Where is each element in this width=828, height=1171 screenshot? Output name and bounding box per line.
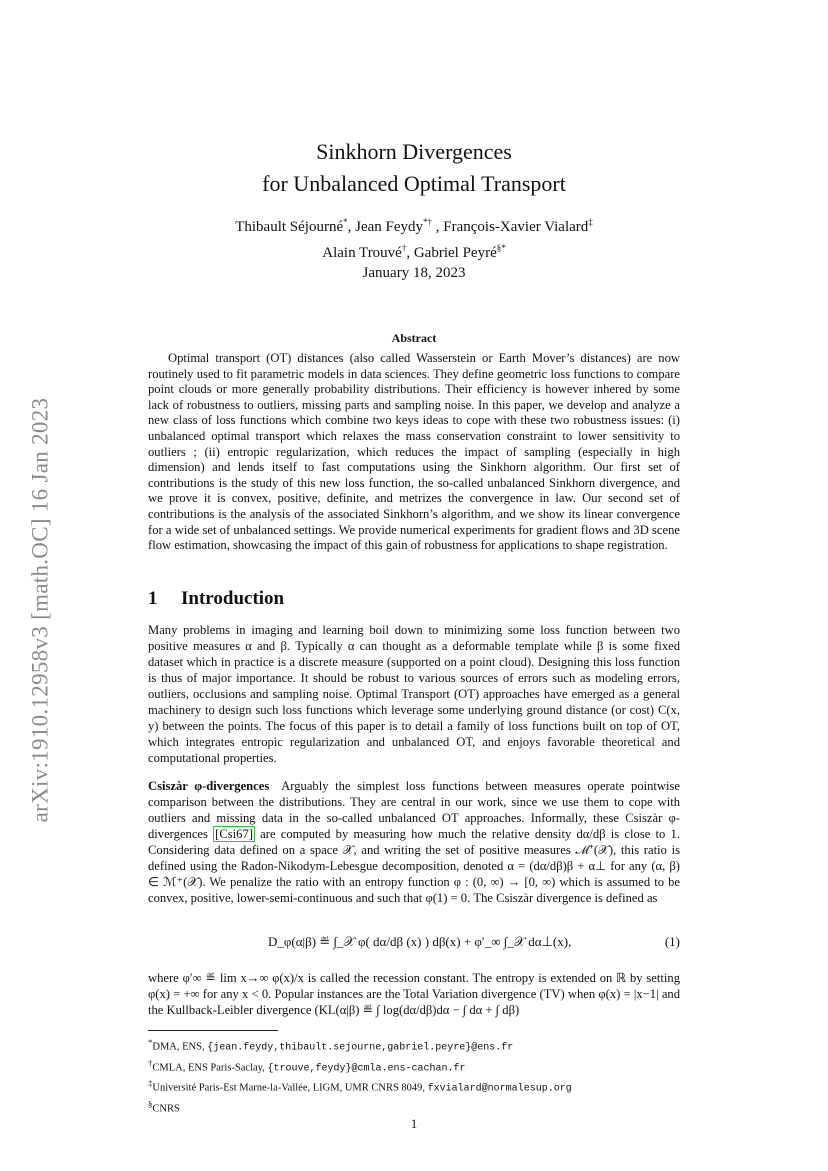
section-heading [148,588,284,610]
footnote-mark: ‡ [148,1078,153,1089]
title-line-1: Sinkhorn Divergences [316,139,512,164]
author-affiliation-mark: † [401,243,407,253]
abstract-body [148,351,680,554]
section-title: Introduction [181,588,285,609]
abstract-heading: Abstract [391,331,437,345]
arxiv-side-stamp [16,350,64,870]
paper-date: January 18, 2023 [362,265,466,281]
title-line-2: for Unbalanced Optimal Transport [262,171,566,196]
footnote-text: Université Paris-Est Marne-la-Vallée, LIGM, UMR CNRS 8049, [152,1082,428,1094]
footnote-text: DMA, ENS, [152,1041,208,1053]
equation-number: (1) [664,934,680,949]
paragraph-text: where φ′∞ ≝ lim x→∞ φ(x)/x is called the recession constant. The entropy is extended on ℝ by setting φ(x) = +∞ for any x < 0. Popular instances are the Total Variation divergence (TV) when φ(x) = |x−1| and the Kullback-Leibler divergence (KL(α|β) ≝ ∫ log(dα/dβ)dα − ∫ dα + ∫ dβ) [148,971,680,1017]
footnote-mark: § [148,1099,153,1110]
author-line-2 [148,238,680,264]
footnote-email[interactable]: {jean.feydy,thibault.sejourne,gabriel.peyre}@ens.fr [207,1042,514,1054]
author-name: , François-Xavier Vialard [432,219,589,235]
abstract-text: Optimal transport (OT) distances (also called Wasserstein or Earth Mover’s distances) are now routinely used to fit parametric models in data sciences. They define geometric loss functions to compare point clouds or more generally probability distributions. Their efficiency is however inhered by some lack of robustness to outliers, missing parts and sampling noise. In this paper, we develop and analyze a new class of loss functions which combine two keys ideas to cope with these two robustness issues: (i) unbalanced optimal transport which relaxes the mass conservation constraint to lower sensitivity to outliers ; (ii) entropic regularization, which reduces the impact of sampling (especially in high dimension) and lends itself to fast computations using the Sinkhorn algorithm. Our first set of contributions is the study of this new loss function, the so-called unbalanced Sinkhorn divergence, and we prove it is convex, positive, definite, and metrizes the convergence in law. Our second set of contributions is the analysis of the associated Sinkhorn’s algorithm, and we show its linear convergence for a wide set of unbalanced settings. We provide numerical experiments for gradient flows and 3D scene flow estimation, showcasing the impact of this gain of robustness for applications to shape registration. [148,351,680,553]
footnote [148,1097,708,1117]
arxiv-identifier: arXiv:1910.12958v3 [math.OC] 16 Jan 2023 [27,397,52,823]
paragraph-heading: Csiszàr φ-divergences [148,779,270,793]
page-number: 1 [410,1116,418,1131]
author-name: , Gabriel Peyré [406,245,497,261]
section-number: 1 [148,588,158,609]
footnote [148,1076,708,1097]
author-name: , Jean Feydy [347,219,424,235]
author-affiliation-mark: * [343,217,348,227]
intro-paragraph [148,622,680,766]
footnotes [148,1035,708,1117]
footnote-email[interactable]: fxvialard@normalesup.org [427,1083,572,1095]
footnote-email[interactable]: {trouve,feydy}@cmla.ens-cachan.fr [267,1063,466,1075]
footnote-text: CMLA, ENS Paris-Saclay, [152,1062,268,1074]
author-name: Alain Trouvé [322,245,402,261]
footnote [148,1056,708,1077]
equation-block [148,928,680,962]
footnote-mark: * [148,1037,153,1047]
author-name: Thibault Séjourné [235,219,344,235]
paragraph-text: Arguably the simplest loss functions between measures operate pointwise comparison between the distributions. They are central in our work, since we use them to cope with outliers and missing data in the so-called unbalanced OT approaches. Informally, these Csiszàr φ-divergences [148,779,680,841]
footnote-text: CNRS [152,1103,180,1115]
paper-title [148,136,680,200]
footnote-mark: † [148,1057,153,1068]
equation-body: D_φ(α|β) ≝ ∫_𝒳 φ( dα/dβ (x) ) dβ(x) + φ′_∞ ∫_𝒳 dα⊥(x), [268,934,572,949]
csiszar-paragraph [148,778,680,906]
author-line-1 [148,212,680,238]
footnote [148,1035,708,1056]
citation-link[interactable]: [Csi67] [215,827,253,841]
footnote-divider [148,1030,278,1031]
paragraph-text: are computed by measuring how much the relative density dα/dβ is close to 1. Considering data defined on a space 𝒳, and writing the set of positive measures ℳ⁺(𝒳), this ratio is defined using the Radon-Nikodym-Lebesgue decomposition, denoted α = (dα/dβ)β + α⊥ for any (α, β) ∈ ℳ⁺(𝒳). We penalize the ratio with an entropy function φ : (0, ∞) → [0, ∞) which is assumed to be convex, positive, lower-semi-continuous and such that φ(1) = 0. The Csiszàr divergence is defined as [148,827,680,905]
author-list [148,212,680,264]
post-equation-paragraph [148,970,680,1018]
author-affiliation-mark: ‡ [588,217,593,227]
author-affiliation-mark: *† [423,217,433,227]
author-affiliation-mark: §* [496,243,506,253]
intro-text: Many problems in imaging and learning boil down to minimizing some loss function between two positive measures α and β. Typically α can thought as a deformable template while β is some fixed dataset which in practice is a discrete measure (supported on a point cloud). Designing this loss function is thus of major importance. It should be robust to various sources of errors such as modeling errors, outliers, occlusions and sampling noise. Optimal Transport (OT) approaches have emerged as a general machinery to design such loss functions which leverage some underlying ground distance (or cost) C(x, y) between the points. The focus of this paper is to detail a family of loss functions built on top of OT, which integrates entropic regularization and unbalanced OT, and enjoys favorable theoretical and computational properties. [148,623,680,765]
